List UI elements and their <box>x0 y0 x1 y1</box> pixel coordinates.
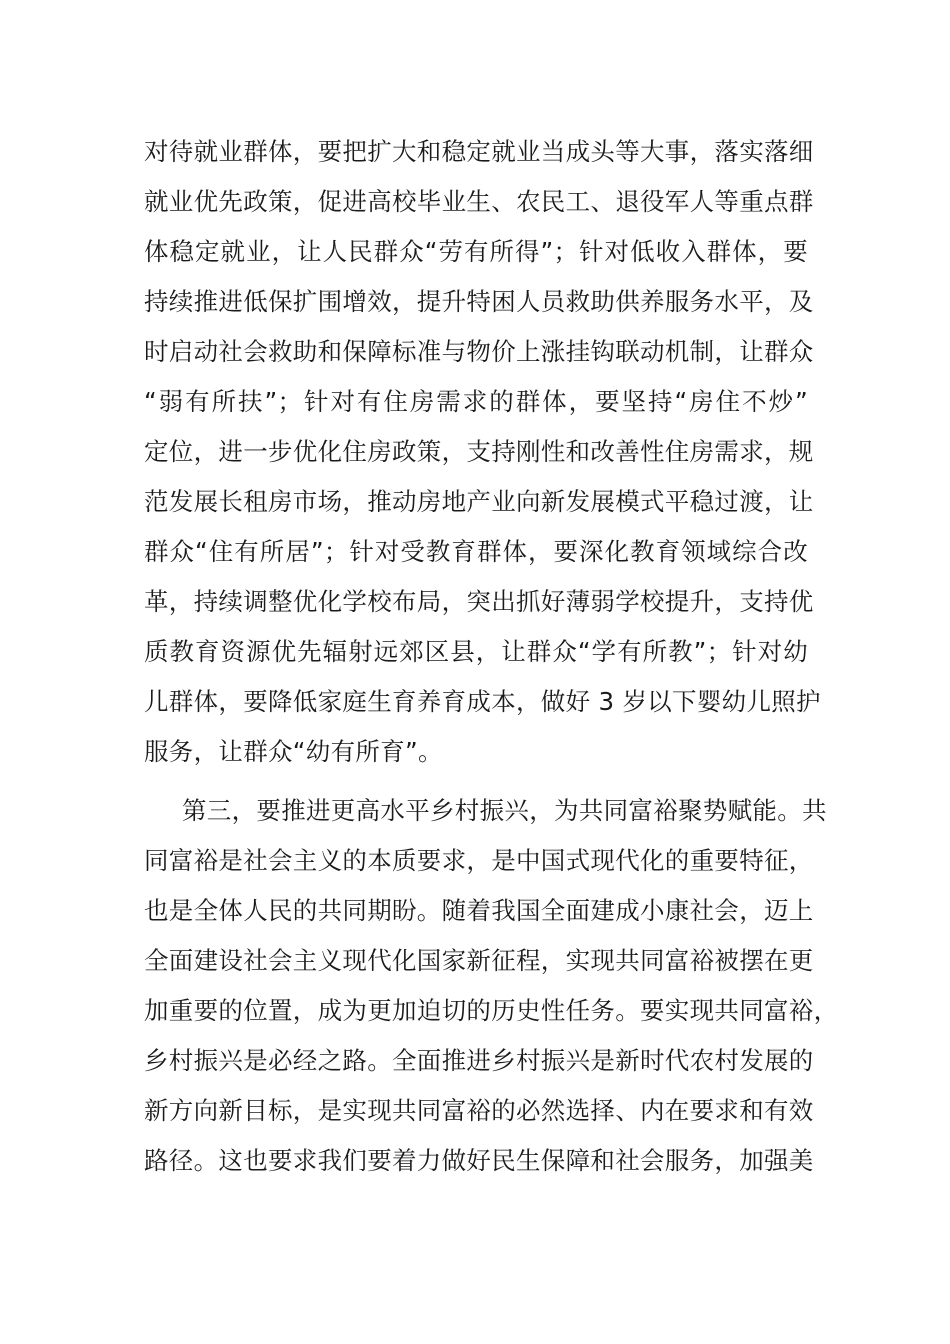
text-line: 同富裕是社会主义的本质要求，是中国式现代化的重要特征， <box>144 846 814 875</box>
text-line: “弱有所扶”；针对有住房需求的群体，要坚持“房住不炒” <box>144 387 808 416</box>
text-line: 革，持续调整优化学校布局，突出抓好薄弱学校提升，支持优 <box>144 587 814 616</box>
text-line: 服务，让群众“幼有所育”。 <box>144 737 443 766</box>
text-line: 质教育资源优先辐射远郊区县，让群众“学有所教”；针对幼 <box>144 637 808 666</box>
text-line: 新方向新目标，是实现共同富裕的必然选择、内在要求和有效 <box>144 1096 814 1125</box>
text-line: 对待就业群体，要把扩大和稳定就业当成头等大事，落实落细 <box>144 137 814 166</box>
text-line: 持续推进低保扩围增效，提升特困人员救助供养服务水平，及 <box>144 287 814 316</box>
text-line: 定位，进一步优化住房政策，支持刚性和改善性住房需求，规 <box>144 437 814 466</box>
text-line: 第三，要推进更高水平乡村振兴，为共同富裕聚势赋能。共 <box>182 796 827 825</box>
text-line: 加重要的位置，成为更加迫切的历史性任务。要实现共同富裕， <box>144 996 839 1025</box>
text-line: 儿群体，要降低家庭生育养育成本，做好 3 岁以下婴幼儿照护 <box>144 687 821 716</box>
text-line: 乡村振兴是必经之路。全面推进乡村振兴是新时代农村发展的 <box>144 1046 814 1075</box>
text-line: 也是全体人民的共同期盼。随着我国全面建成小康社会，迈上 <box>144 896 814 925</box>
text-line: 时启动社会救助和保障标准与物价上涨挂钩联动机制，让群众 <box>144 337 814 366</box>
text-line: 路径。这也要求我们要着力做好民生保障和社会服务，加强美 <box>144 1146 814 1175</box>
text-line: 范发展长租房市场，推动房地产业向新发展模式平稳过渡，让 <box>144 487 814 516</box>
text-line: 群众“住有所居”；针对受教育群体，要深化教育领域综合改 <box>144 537 808 566</box>
paragraph-2 <box>144 786 839 1186</box>
text-line: 全面建设社会主义现代化国家新征程，实现共同富裕被摆在更 <box>144 946 814 975</box>
text-line: 体稳定就业，让人民群众“劳有所得”；针对低收入群体，要 <box>144 237 808 266</box>
text-line: 就业优先政策，促进高校毕业生、农民工、退役军人等重点群 <box>144 187 814 216</box>
paragraph-1 <box>144 127 821 777</box>
